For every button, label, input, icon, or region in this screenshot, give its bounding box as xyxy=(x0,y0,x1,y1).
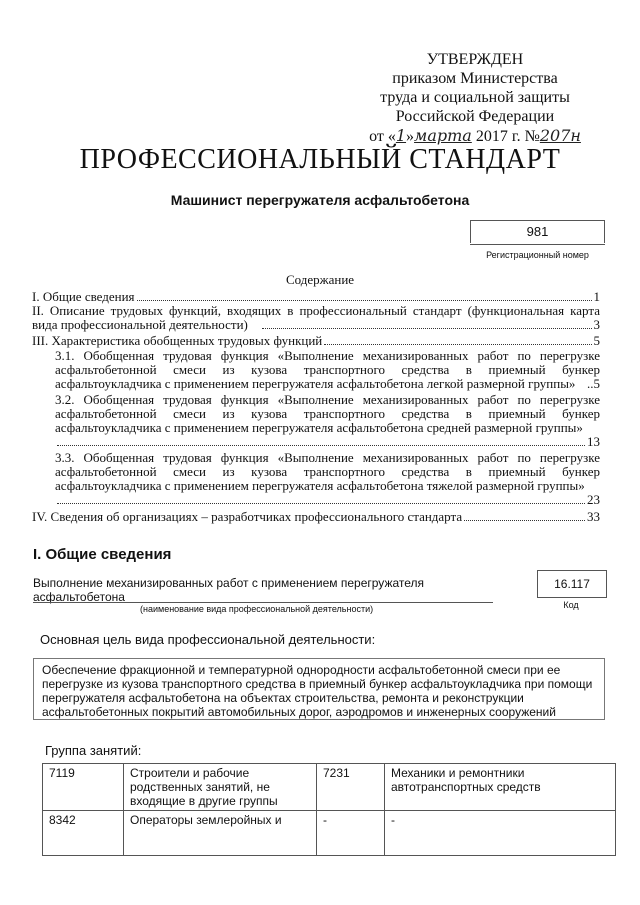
occupation-code: 7231 xyxy=(317,764,385,811)
divider xyxy=(470,244,605,245)
handwritten-day: 1 xyxy=(395,126,407,145)
approval-stamp xyxy=(360,50,590,146)
toc-entry-iv[interactable] xyxy=(32,510,600,524)
toc-entry-text: 3.2. Обобщенная трудовая функция «Выполнение механизированных работ по перегрузке асфальтобетонной смеси из кузова транспортного средства в приемный бункер асфальтоукладчика с применением перегружателя асфальтобетона средней размерной группы» xyxy=(55,392,600,435)
activity-name-line: Выполнение механизированных работ с применением перегружателя xyxy=(33,576,425,590)
toc-entry-text: IV. Сведения об организациях – разработчиках профессионального стандарта xyxy=(32,509,463,524)
activity-code: 16.117 xyxy=(537,570,607,598)
activity-name xyxy=(33,576,493,604)
occupation-code: - xyxy=(317,811,385,856)
toc-entry-text: I. Общие сведения xyxy=(32,289,135,304)
toc-entry-3-1[interactable] xyxy=(55,349,600,391)
table-row xyxy=(43,764,616,811)
approval-line: приказом Министерства xyxy=(392,70,558,87)
registration-number-box: 981 xyxy=(470,220,605,243)
toc-entry-ii[interactable] xyxy=(32,304,600,332)
toc-entry-page: 13 xyxy=(587,434,600,449)
toc-entry-i[interactable] xyxy=(32,290,600,304)
approval-line: труда и социальной защиты xyxy=(380,89,570,106)
handwritten-number: 207н xyxy=(539,126,581,145)
goal-label: Основная цель вида профессиональной деятельности: xyxy=(40,632,376,647)
occupation-code: 8342 xyxy=(43,811,124,856)
approval-line: Российской Федерации xyxy=(395,108,555,125)
occupation-code: 7119 xyxy=(43,764,124,811)
section-heading: I. Общие сведения xyxy=(33,546,172,563)
handwritten-month: марта xyxy=(414,126,472,145)
divider xyxy=(33,602,493,603)
occupation-group-label: Группа занятий: xyxy=(45,743,142,758)
toc-entry-page: 5 xyxy=(593,333,600,348)
registration-number-label: Регистрационный номер xyxy=(486,250,589,260)
toc-entry-3-2[interactable] xyxy=(55,393,600,449)
toc-entry-page: ..5 xyxy=(587,376,600,391)
occupation-table xyxy=(42,763,616,856)
toc-entry-page: 33 xyxy=(587,509,600,524)
table-row xyxy=(43,811,616,856)
occupation-name: Механики и ремонтники автотранспортных средств xyxy=(385,764,616,811)
toc-entry-3-3[interactable] xyxy=(55,451,600,507)
approval-title: УТВЕРЖДЕН xyxy=(426,51,524,68)
toc-entry-text: 3.3. Обобщенная трудовая функция «Выполнение механизированных работ по перегрузке асфальтобетонной смеси из кузова транспортного средства в приемный бункер асфальтоукладчика с применением перегружателя асфальтобетона тяжелой размерной группы» xyxy=(55,450,600,493)
occupation-name: - xyxy=(385,811,616,856)
toc-entry-page: 3 xyxy=(593,317,600,332)
activity-name-line: асфальтобетона xyxy=(33,590,125,604)
activity-caption: (наименование вида профессиональной деятельности) xyxy=(140,604,374,614)
document-title: ПРОФЕССИОНАЛЬНЫЙ СТАНДАРТ xyxy=(79,144,561,175)
toc-entry-text: II. Описание трудовых функций, входящих в профессиональный стандарт (функциональная карта вида профессиональной деятельности) xyxy=(32,303,600,332)
toc-entry-text: 3.1. Обобщенная трудовая функция «Выполнение механизированных работ по перегрузке асфальтобетонной смеси из кузова транспортного средства в приемный бункер асфальтоукладчика с применением перегружателя асфальтобетона легкой размерной группы» xyxy=(55,348,600,391)
activity-code-label: Код xyxy=(563,600,579,610)
toc-entry-page: 23 xyxy=(587,492,600,507)
toc-entry-iii[interactable] xyxy=(32,334,600,348)
approval-date: от «1»марта 2017 г. №207н xyxy=(369,126,581,145)
toc-heading: Содержание xyxy=(285,272,355,287)
toc-entry-page: 1 xyxy=(593,289,600,304)
toc-entry-text: III. Характеристика обобщенных трудовых функций xyxy=(32,333,323,348)
document-subtitle: Машинист перегружателя асфальтобетона xyxy=(170,192,470,208)
goal-text: Обеспечение фракционной и температурной однородности асфальтобетонной смеси при ее перегрузке из кузова транспортного средства в приемный бункер асфальтоукладчика при помощи перегружателя асфальтобетона на объектах строительства, ремонта и реконструкции асфальтобетонных покрытий автомобильных дорог, аэродромов и инженерных сооружений xyxy=(33,658,605,720)
occupation-name: Операторы землеройных и xyxy=(124,811,317,856)
occupation-name: Строители и рабочие родственных занятий, не входящие в другие группы xyxy=(124,764,317,811)
